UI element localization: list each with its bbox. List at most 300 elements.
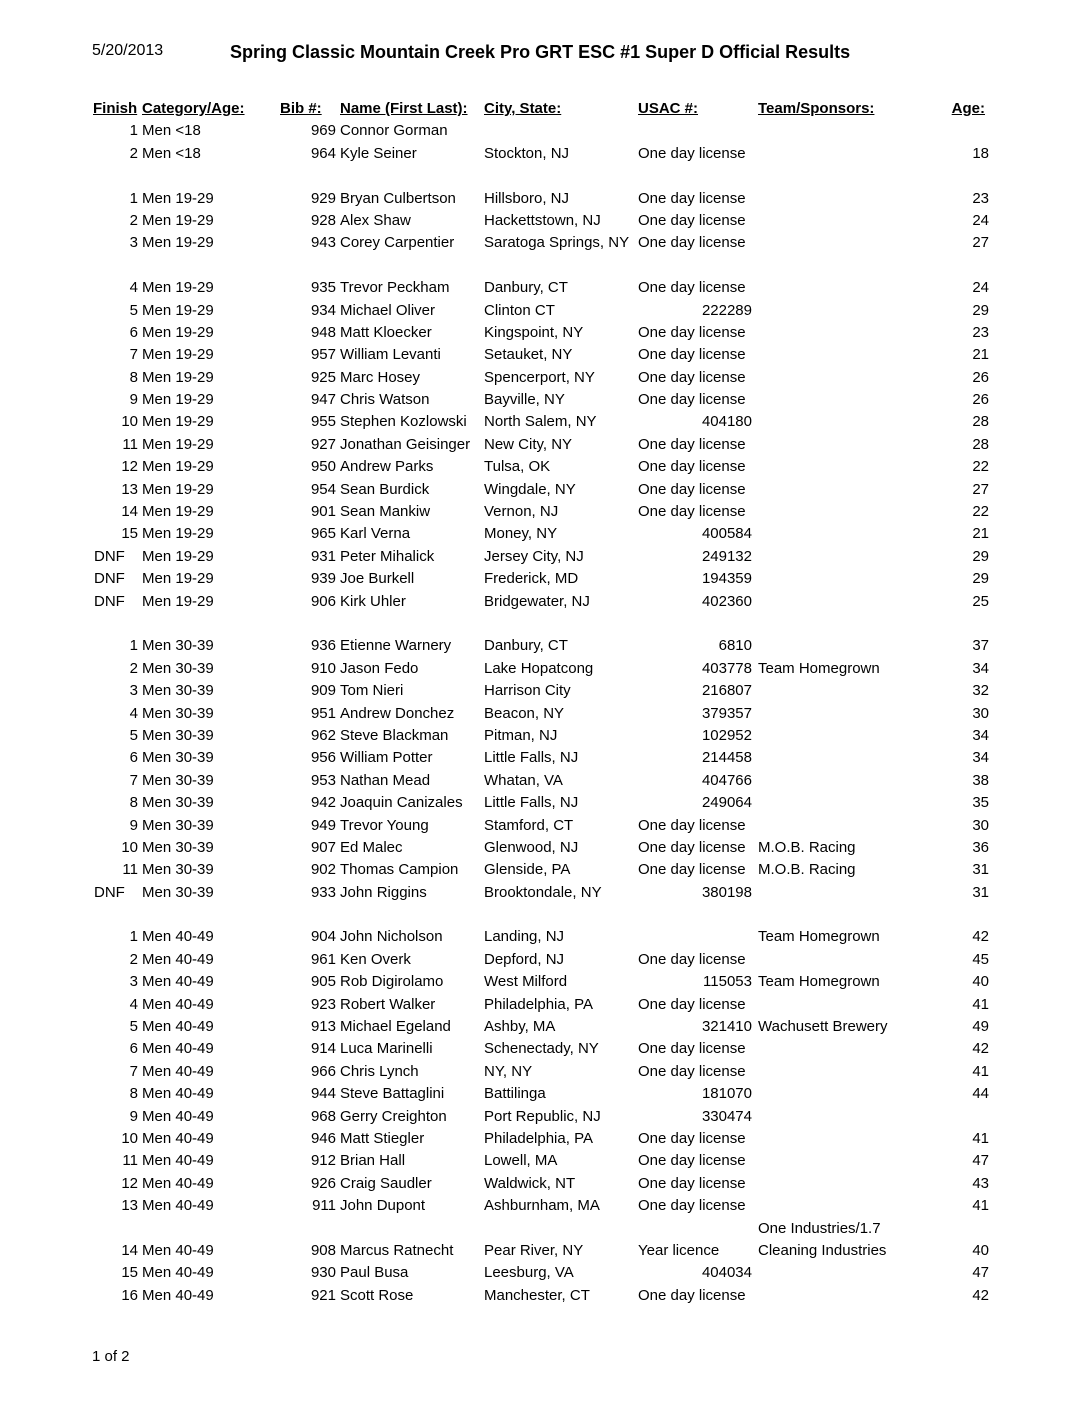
table-row [0,658,1088,680]
table-body [0,120,1088,1307]
header-team: Team/Sponsors: [758,100,875,117]
city-cell: Brooktondale, NY [484,883,602,901]
table-row [0,770,1088,792]
team-cell: Team Homegrown [758,973,880,991]
bib-cell: 950 [310,458,336,476]
usac-cell: 330474 [701,1107,752,1125]
category-cell: Men 40-49 [142,1174,214,1192]
age-cell: 42 [972,1286,989,1304]
age-cell: 22 [972,458,989,476]
table-header [0,98,1088,120]
finish-cell: 2 [129,211,138,229]
table-row [0,635,1088,657]
header-category: Category/Age: [142,100,245,117]
bib-cell: 968 [310,1107,336,1125]
table-row [0,971,1088,993]
city-cell: Little Falls, NJ [484,749,579,767]
bib-cell: 951 [310,704,336,722]
category-cell: Men 19-29 [142,525,214,543]
finish-cell: 14 [121,503,138,521]
city-cell: North Salem, NY [484,413,597,431]
city-cell: Beacon, NY [484,704,565,722]
usac-cell: One day license [638,861,746,879]
city-cell: Glenwood, NJ [484,838,579,856]
name-cell: Sean Mankiw [340,503,431,521]
age-cell: 21 [972,346,989,364]
group-spacer [0,255,1088,277]
category-cell: Men 30-39 [142,883,214,901]
bib-cell: 902 [310,861,336,879]
age-cell: 31 [972,883,989,901]
table-row [0,389,1088,411]
team-cell: Team Homegrown [758,928,880,946]
category-cell: Men 19-29 [142,480,214,498]
age-cell: 30 [972,816,989,834]
name-cell: Marc Hosey [340,368,421,386]
finish-cell: 1 [129,122,138,140]
usac-cell: One day license [638,1040,746,1058]
age-cell: 22 [972,503,989,521]
category-cell: Men 40-49 [142,1286,214,1304]
usac-cell: One day license [638,144,746,162]
age-cell: 29 [972,570,989,588]
age-cell: 31 [972,861,989,879]
table-row [0,1106,1088,1128]
usac-cell: One day license [638,816,746,834]
age-cell: 23 [972,189,989,207]
name-cell: Steve Battaglini [340,1085,445,1103]
usac-cell: One day license [638,368,746,386]
city-cell: Clinton CT [484,301,555,319]
table-row [0,1285,1088,1307]
category-cell: Men 19-29 [142,234,214,252]
category-cell: Men 30-39 [142,838,214,856]
usac-cell: One day license [638,323,746,341]
bib-cell: 943 [310,234,336,252]
age-cell: 27 [972,480,989,498]
table-row [0,1173,1088,1195]
city-cell: Landing, NJ [484,928,565,946]
usac-cell: 222289 [701,301,752,319]
city-cell: Setauket, NY [484,346,573,364]
category-cell: Men 40-49 [142,1107,214,1125]
group-spacer [0,165,1088,187]
city-cell: Ashby, MA [484,1018,556,1036]
table-row [0,949,1088,971]
city-cell: Kingspoint, NY [484,323,584,341]
usac-cell: One day license [638,503,746,521]
usac-cell: One day license [638,480,746,498]
category-cell: Men 30-39 [142,816,214,834]
age-cell: 25 [972,592,989,610]
finish-cell: 15 [121,1264,138,1282]
category-cell: Men 19-29 [142,368,214,386]
table-row [0,1061,1088,1083]
usac-cell: One day license [638,391,746,409]
name-cell: Thomas Campion [340,861,459,879]
name-cell: Bryan Culbertson [340,189,456,207]
bib-cell: 927 [310,435,336,453]
category-cell: Men 19-29 [142,503,214,521]
table-row [0,143,1088,165]
bib-cell: 914 [310,1040,336,1058]
name-cell: Andrew Donchez [340,704,455,722]
category-cell: Men 30-39 [142,794,214,812]
age-cell: 38 [972,771,989,789]
finish-cell: 5 [129,301,138,319]
usac-cell: 404766 [701,771,752,789]
age-cell: 26 [972,368,989,386]
finish-cell: DNF [94,570,125,588]
bib-cell: 930 [310,1264,336,1282]
finish-cell: 11 [122,435,138,453]
finish-cell: DNF [94,592,125,610]
bib-cell: 948 [310,323,336,341]
city-cell: Little Falls, NJ [484,794,579,812]
bib-cell: 913 [310,1018,336,1036]
age-cell: 24 [972,211,989,229]
age-cell: 34 [972,726,989,744]
age-cell: 27 [972,234,989,252]
finish-cell: 6 [129,1040,138,1058]
city-cell: Stockton, NJ [484,144,570,162]
finish-cell: 4 [129,279,138,297]
finish-cell: 10 [121,413,138,431]
table-row [0,926,1088,948]
header-city: City, State: [484,100,562,117]
finish-cell: 6 [129,749,138,767]
category-cell: Men 40-49 [142,1129,214,1147]
bib-cell: 939 [310,570,336,588]
city-cell: Philadelphia, PA [484,995,593,1013]
category-cell: Men 19-29 [142,346,214,364]
bib-cell: 911 [312,1197,336,1215]
table-row [0,210,1088,232]
usac-cell: One day license [638,995,746,1013]
bib-cell: 929 [310,189,336,207]
name-cell: Stephen Kozlowski [340,413,467,431]
bib-cell: 909 [310,682,336,700]
bib-cell: 910 [310,659,336,677]
name-cell: William Potter [340,749,433,767]
finish-cell: 11 [122,861,138,879]
table-row [0,277,1088,299]
name-cell: Chris Watson [340,391,430,409]
age-cell: 47 [972,1264,989,1282]
age-cell: 37 [972,637,989,655]
usac-cell: One day license [638,279,746,297]
city-cell: Vernon, NJ [484,503,559,521]
usac-cell: One day license [638,435,746,453]
city-cell: Ashburnham, MA [484,1197,600,1215]
bib-cell: 912 [310,1152,336,1170]
category-cell: Men 19-29 [142,211,214,229]
category-cell: Men 19-29 [142,435,214,453]
finish-cell: DNF [94,547,125,565]
category-cell: Men 19-29 [142,189,214,207]
table-row [0,882,1088,904]
table-row [0,1128,1088,1150]
table-row [0,1038,1088,1060]
finish-cell: 15 [121,525,138,543]
table-row [0,1150,1088,1172]
name-cell: Nathan Mead [340,771,431,789]
category-cell: Men 30-39 [142,861,214,879]
group-spacer [0,613,1088,635]
city-cell: NY, NY [484,1062,533,1080]
age-cell: 44 [972,1085,989,1103]
name-cell: Michael Oliver [340,301,436,319]
city-cell: Philadelphia, PA [484,1129,593,1147]
team-cell: M.O.B. Racing [758,838,856,856]
name-cell: John Nicholson [340,928,443,946]
finish-cell: 14 [121,1241,138,1259]
category-cell: Men 19-29 [142,547,214,565]
finish-cell: 8 [129,1085,138,1103]
table-row [0,994,1088,1016]
bib-cell: 925 [310,368,336,386]
table-row [0,1218,1088,1263]
name-cell: Steve Blackman [340,726,449,744]
category-cell: Men 40-49 [142,1040,214,1058]
age-cell: 24 [972,279,989,297]
age-cell: 40 [972,973,989,991]
category-cell: Men 40-49 [142,1197,214,1215]
name-cell: Corey Carpentier [340,234,455,252]
age-cell: 41 [972,995,989,1013]
category-cell: Men 19-29 [142,570,214,588]
category-cell: Men 30-39 [142,682,214,700]
age-cell: 23 [972,323,989,341]
city-cell: Stamford, CT [484,816,574,834]
bib-cell: 942 [310,794,336,812]
usac-cell: 216807 [701,682,752,700]
bib-cell: 904 [310,928,336,946]
bib-cell: 955 [310,413,336,431]
table-row [0,367,1088,389]
finish-cell: 10 [121,838,138,856]
name-cell: Tom Nieri [340,682,404,700]
finish-cell: DNF [94,883,125,901]
name-cell: Michael Egeland [340,1018,451,1036]
table-row [0,523,1088,545]
bib-cell: 946 [310,1129,336,1147]
finish-cell: 13 [121,480,138,498]
city-cell: Glenside, PA [484,861,571,879]
category-cell: Men 40-49 [142,1241,214,1259]
finish-cell: 10 [121,1129,138,1147]
age-cell: 30 [972,704,989,722]
usac-cell: 249132 [701,547,752,565]
finish-cell: 2 [129,144,138,162]
age-cell: 42 [972,1040,989,1058]
age-cell: 41 [972,1062,989,1080]
bib-cell: 965 [310,525,336,543]
usac-cell: 249064 [701,794,752,812]
usac-cell: 380198 [701,883,752,901]
table-row [0,479,1088,501]
bib-cell: 926 [310,1174,336,1192]
city-cell: New City, NY [484,435,573,453]
finish-cell: 3 [129,973,138,991]
usac-cell: One day license [638,1197,746,1215]
city-cell: Money, NY [484,525,558,543]
category-cell: Men 30-39 [142,726,214,744]
name-cell: Kyle Seiner [340,144,417,162]
city-cell: Whatan, VA [484,771,563,789]
category-cell: Men 30-39 [142,637,214,655]
usac-cell: 115053 [703,973,752,991]
bib-cell: 966 [310,1062,336,1080]
name-cell: Etienne Warnery [340,637,452,655]
finish-cell: 16 [121,1286,138,1304]
age-cell: 21 [972,525,989,543]
name-cell: Sean Burdick [340,480,430,498]
table-row [0,591,1088,613]
bib-cell: 908 [310,1241,336,1259]
table-row [0,815,1088,837]
table-row [0,792,1088,814]
name-cell: Scott Rose [340,1286,414,1304]
header-age: Age: [951,100,985,117]
category-cell: Men 19-29 [142,323,214,341]
finish-cell: 1 [129,637,138,655]
usac-cell: One day license [638,838,746,856]
page-number: 1 of 2 [92,1348,130,1365]
usac-cell: One day license [638,1174,746,1192]
name-cell: Marcus Ratnecht [340,1241,454,1259]
age-cell: 28 [972,413,989,431]
name-cell: John Dupont [340,1197,426,1215]
name-cell: Gerry Creighton [340,1107,447,1125]
age-cell: 45 [972,950,989,968]
city-cell: Bayville, NY [484,391,565,409]
table-row [0,747,1088,769]
city-cell: Battilinga [484,1085,546,1103]
name-cell: Connor Gorman [340,122,448,140]
table-row [0,188,1088,210]
team-cell: Team Homegrown [758,659,880,677]
usac-cell: One day license [638,346,746,364]
report-date: 5/20/2013 [92,42,164,59]
finish-cell: 1 [129,928,138,946]
category-cell: Men 19-29 [142,413,214,431]
city-cell: Wingdale, NY [484,480,576,498]
table-row [0,725,1088,747]
bib-cell: 923 [310,995,336,1013]
finish-cell: 5 [129,726,138,744]
finish-cell: 13 [121,1197,138,1215]
city-cell: Pear River, NY [484,1241,584,1259]
bib-cell: 931 [310,547,336,565]
age-cell: 34 [972,749,989,767]
usac-cell: 404034 [701,1264,752,1282]
team-cell: One Industries/1.7 Cleaning Industries [758,1219,887,1259]
table-row [0,1016,1088,1038]
city-cell: Leesburg, VA [484,1264,574,1282]
group-spacer [0,904,1088,926]
finish-cell: 5 [129,1018,138,1036]
category-cell: Men <18 [142,122,201,140]
table-row [0,1262,1088,1284]
category-cell: Men 19-29 [142,592,214,610]
city-cell: Schenectady, NY [484,1040,599,1058]
usac-cell: One day license [638,1286,746,1304]
bib-cell: 961 [310,950,336,968]
finish-cell: 7 [129,346,138,364]
city-cell: Port Republic, NJ [484,1107,601,1125]
usac-cell: 400584 [701,525,752,543]
category-cell: Men 19-29 [142,391,214,409]
name-cell: Jonathan Geisinger [340,435,471,453]
category-cell: Men 30-39 [142,771,214,789]
table-row [0,1083,1088,1105]
age-cell: 41 [972,1197,989,1215]
finish-cell: 9 [129,1107,138,1125]
finish-cell: 9 [129,391,138,409]
city-cell: West Milford [484,973,568,991]
usac-cell: 379357 [701,704,752,722]
table-row [0,680,1088,702]
usac-cell: One day license [638,1152,746,1170]
name-cell: Jason Fedo [340,659,419,677]
usac-cell: 6810 [718,637,752,655]
city-cell: Frederick, MD [484,570,579,588]
category-cell: Men 40-49 [142,1264,214,1282]
name-cell: Chris Lynch [340,1062,419,1080]
age-cell: 29 [972,547,989,565]
age-cell: 42 [972,928,989,946]
finish-cell: 7 [129,1062,138,1080]
category-cell: Men 40-49 [142,1085,214,1103]
usac-cell: 403778 [701,659,752,677]
city-cell: Lake Hopatcong [484,659,594,677]
category-cell: Men 40-49 [142,995,214,1013]
table-row [0,456,1088,478]
name-cell: Andrew Parks [340,458,434,476]
bib-cell: 954 [310,480,336,498]
city-cell: Hackettstown, NJ [484,211,601,229]
city-cell: Bridgewater, NJ [484,592,590,610]
finish-cell: 2 [129,659,138,677]
usac-cell: One day license [638,211,746,229]
table-row [0,703,1088,725]
name-cell: Karl Verna [340,525,411,543]
bib-cell: 933 [310,883,336,901]
name-cell: Luca Marinelli [340,1040,433,1058]
category-cell: Men 19-29 [142,458,214,476]
bib-cell: 934 [310,301,336,319]
table-row [0,859,1088,881]
team-cell: Wachusett Brewery [758,1018,888,1036]
name-cell: Joaquin Canizales [340,794,463,812]
usac-cell: One day license [638,189,746,207]
name-cell: Trevor Peckham [340,279,450,297]
age-cell: 36 [972,838,989,856]
header-finish: Finish [93,100,138,117]
category-cell: Men 40-49 [142,1018,214,1036]
table-row [0,344,1088,366]
bib-cell: 907 [310,838,336,856]
age-cell: 26 [972,391,989,409]
name-cell: Paul Busa [340,1264,409,1282]
finish-cell: 4 [129,995,138,1013]
finish-cell: 11 [122,1152,138,1170]
age-cell: 40 [972,1241,989,1259]
bib-cell: 964 [310,144,336,162]
bib-cell: 901 [310,503,336,521]
age-cell: 29 [972,301,989,319]
